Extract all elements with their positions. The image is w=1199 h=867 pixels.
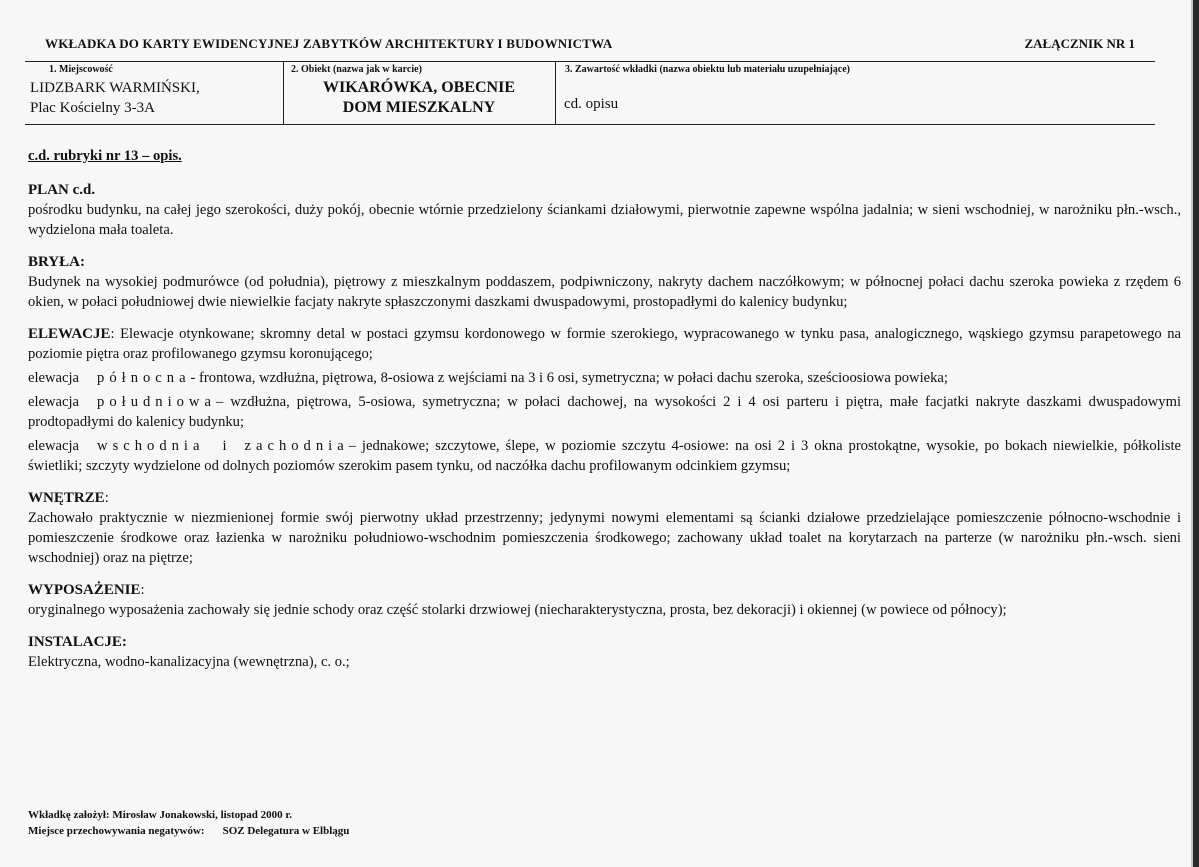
north-text: - frontowa, wzdłużna, piętrowa, 8-osiowa z wejściami na 3 i 6 osi, symetryczna; w połaci dachu szeroka, sześcioosiowa powieka; — [190, 370, 948, 386]
section-elewacje — [28, 324, 1181, 476]
object-line-2: DOM MIESZKALNY — [342, 99, 496, 116]
wnetrze-heading: WNĘTRZE — [28, 490, 105, 506]
wnetrze-heading-line — [28, 488, 1181, 508]
form-header — [45, 36, 1155, 56]
form-title: WKŁADKA DO KARTY EWIDENCYJNEJ ZABYTKÓW ARCHITEKTURY I BUDOWNICTWA — [45, 36, 613, 51]
section-wnetrze — [28, 488, 1181, 568]
place-label: 1. Miejscowość — [49, 64, 113, 75]
cell-divider-2 — [555, 61, 556, 125]
elewacje-heading: ELEWACJE — [28, 326, 111, 342]
footer-negatives — [28, 823, 349, 839]
north-name: północna — [97, 370, 191, 386]
object-line-1: WIKARÓWKA, OBECNIE — [322, 79, 516, 96]
section-instalacje — [28, 632, 1181, 672]
section-plan — [28, 180, 1181, 240]
place-value — [30, 78, 200, 118]
ew-text: – jednakowe; szczytowe, ślepe, w poziomie szczytu 4-osiowe: na osi 2 i 3 okna prostokątne, wysokie, po bokach niewielkie, półkoliste świetliki; szczyty wydzielone od dolnych poziomów szerokim pasem tynku, od naczółka dachu profilowanym odcinkiem gzymsu; — [28, 438, 1181, 474]
south-prefix: elewacja — [28, 394, 80, 410]
object-value — [284, 78, 554, 118]
content-value: cd. opisu — [564, 96, 619, 112]
north-prefix: elewacja — [28, 370, 80, 386]
elewacja-east-west — [28, 436, 1181, 476]
description-body — [28, 146, 1181, 684]
wyposazenie-heading: WYPOSAŻENIE — [28, 582, 141, 598]
wnetrze-text: Zachowało praktycznie w niezmienionej formie swój pierwotny układ przestrzenny; jedynymi nowymi elementami są ścianki działowe przedzielające pomieszczenie północno-wschodnie i pomieszczenie środkowe oraz łazienka w narożniku południowo-wschodnim pomieszczenia środkowego; zachowany układ toalet na korytarzach na parterze (w narożniku płn.-wsch. sieni wschodniej) oraz na piętrze; — [28, 510, 1181, 566]
wyposazenie-colon: : — [140, 582, 145, 598]
section-wyposazenie — [28, 580, 1181, 620]
ew-prefix: elewacja — [28, 438, 80, 454]
plan-text: pośrodku budynku, na całej jego szerokości, duży pokój, obecnie wtórnie przedzielony ściankami działowymi, pierwotnie zapewne wspólna jadalnia; w sieni wschodniej, w narożniku płn.-wsch., wydzielona mała toaleta. — [28, 202, 1181, 238]
wyposazenie-text: oryginalnego wyposażenia zachowały się jednie schody oraz część stolarki drzwiowej (niecharakterystyczna, prosta, bez dekoracji) i okiennej (w powiece od północy); — [28, 602, 1007, 618]
section-bryla — [28, 252, 1181, 312]
wnetrze-colon: : — [104, 490, 109, 506]
south-text: – wzdłużna, piętrowa, 5-osiowa, symetryczna; w połaci dachowej, na wysokości 2 i 4 osi parteru i piętra, małe facjatki nakryte daszkami dwuspadowymi prodtopadłymi do kalenicy budynku; — [28, 394, 1181, 430]
annex-label: ZAŁĄCZNIK NR 1 — [1024, 36, 1135, 51]
header-top-rule — [25, 61, 1155, 62]
instalacje-text: Elektryczna, wodno-kanalizacyjna (wewnętrzna), c. o.; — [28, 654, 350, 670]
elewacje-intro-paragraph — [28, 324, 1181, 364]
rubric-title: c.d. rubryki nr 13 – opis. — [28, 148, 182, 164]
ew-conj: i — [222, 438, 227, 454]
bryla-text: Budynek na wysokiej podmurówce (od południa), piętrowy z mieszkalnym poddaszem, podpiwniczony, nakryty dachem naczółkowym; w północnej połaci dachu szeroka powieka z rzędem 6 okien, w połaci południowej dwie niewielkie facjaty nakryte spłaszczonymi daszkami dwuspadowymi, prostopadłymi do kalenicy budynku; — [28, 274, 1181, 310]
elewacja-south — [28, 392, 1181, 432]
place-line-1: LIDZBARK WARMIŃSKI, — [30, 80, 200, 96]
object-label: 2. Obiekt (nazwa jak w karcie) — [291, 64, 422, 75]
footer-author: Wkładkę założył: Mirosław Jonakowski, listopad 2000 r. — [28, 809, 293, 821]
elewacje-intro: : Elewacje otynkowane; skromny detal w postaci gzymsu kordonowego w formie szerokiego, wypracowanego w tynku pasa, analogicznego, wąskiego gzymsu parapetowego na poziomie piętra oraz profilowanego gzymsu koronującego; — [28, 326, 1181, 362]
wyposazenie-heading-line — [28, 580, 1181, 600]
place-line-2: Plac Kościelny 3-3A — [30, 100, 155, 116]
south-name: południowa — [97, 394, 216, 410]
elewacja-north — [28, 368, 1181, 388]
plan-heading: PLAN c.d. — [28, 182, 96, 198]
negatives-value: SOZ Delegatura w Elblągu — [222, 825, 350, 837]
ew-name-west: zachodnia — [244, 438, 349, 454]
bryla-heading: BRYŁA: — [28, 254, 85, 270]
instalacje-heading: INSTALACJE: — [28, 634, 127, 650]
ew-name-east: wschodnia — [97, 438, 205, 454]
scan-edge — [1193, 0, 1199, 867]
negatives-label: Miejsce przechowywania negatywów: — [28, 825, 205, 837]
form-footer — [28, 807, 349, 839]
header-bottom-rule — [25, 124, 1155, 125]
content-label: 3. Zawartość wkładki (nazwa obiektu lub materiału uzupełniające) — [565, 64, 851, 75]
